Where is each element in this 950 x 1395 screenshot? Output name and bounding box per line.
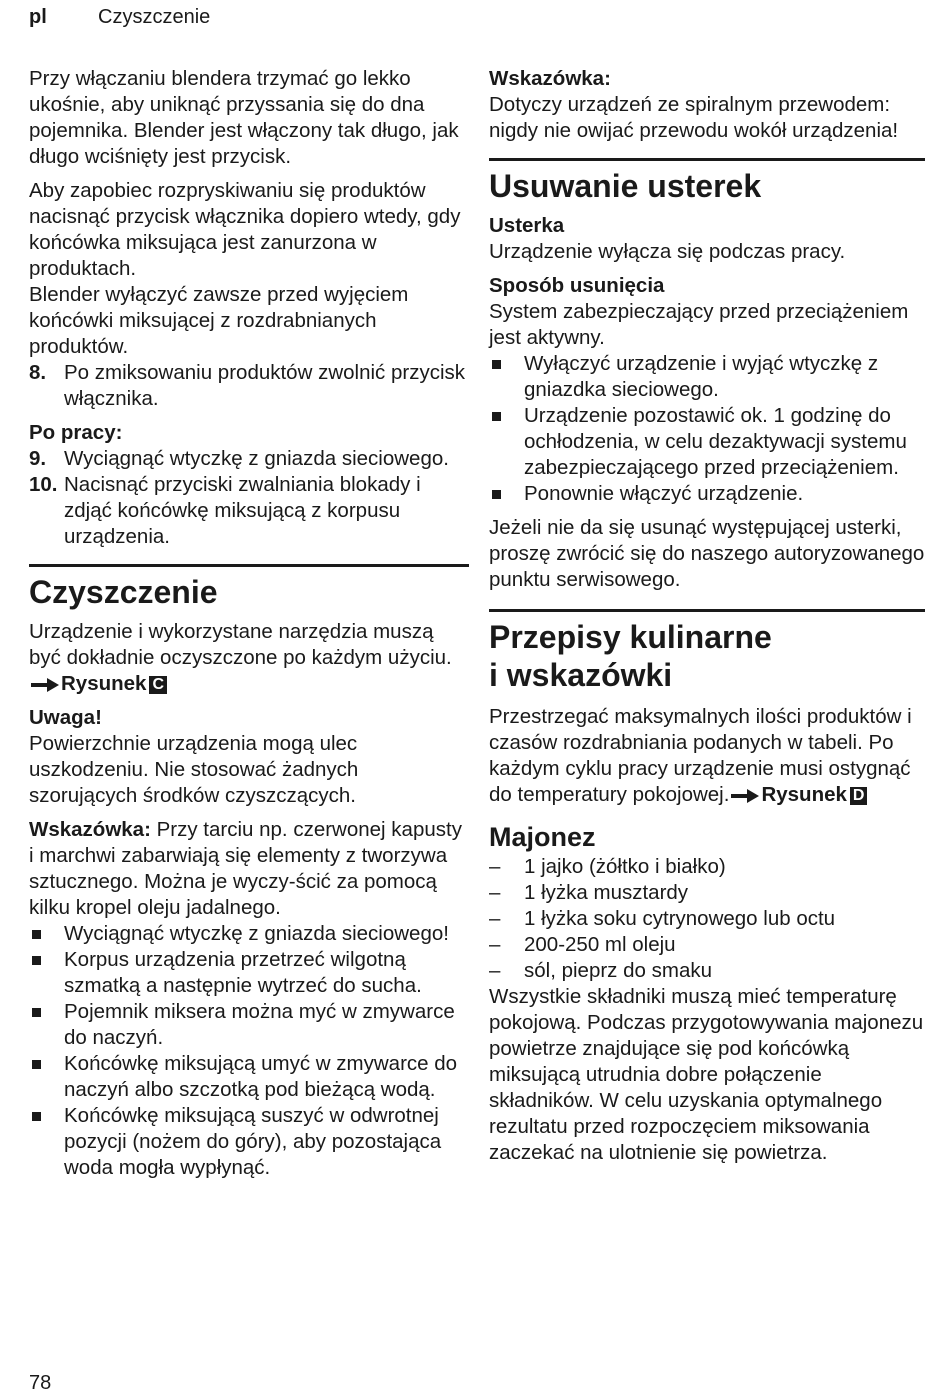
cleaning-intro	[29, 619, 469, 697]
cord-tip-text: Dotyczy urządzeń ze spiralnym przewodem: nigdy nie owijać przewodu wokół urządzenia!	[489, 93, 899, 142]
dash-marker: –	[489, 907, 501, 930]
step-number: 8.	[29, 361, 47, 384]
bullet-text: Końcówkę miksującą umyć w zmywarce do naczyń albo szczotką pod bieżącą wodą.	[64, 1052, 458, 1101]
ingredient-text: 1 jajko (żółtko i białko)	[524, 855, 726, 878]
paragraph-avoid-splash: Aby zapobiec rozpryskiwaniu się produktów nacisnąć przycisk włącznika dopiero wtedy, gdy końcówka miksująca jest zanurzona w produktach.	[29, 179, 461, 280]
mayonnaise-instructions: Wszystkie składniki muszą mieć temperaturę pokojową. Podczas przygotowywania majonezu powietrze znajdujące się pod końcówką miksującą utrudnia dobre połączenie składników. W celu uzyskania optymalnego rezultatu przed rozpoczęciem miksowania zaczekać na ulotnienie się powietrza.	[489, 985, 924, 1164]
step-text: Po zmiksowaniu produktów zwolnić przycisk włącznika.	[64, 361, 466, 410]
dash-marker: –	[489, 855, 501, 878]
step-text: Wyciągnąć wtyczkę z gniazda sieciowego.	[64, 447, 449, 470]
bullet-square-icon	[32, 930, 41, 939]
header-section-title: Czyszczenie	[98, 6, 211, 28]
page-number: 78	[29, 1372, 52, 1394]
cleaning-tip	[29, 817, 469, 921]
cleaning-heading: Czyszczenie	[29, 574, 218, 610]
arrow-right-icon	[731, 789, 759, 803]
figure-reference-label: Rysunek	[61, 672, 147, 695]
tip-label: Wskazówka:	[29, 818, 151, 841]
fault-label: Usterka	[489, 214, 565, 237]
section-divider	[489, 609, 925, 612]
cleaning-bullet	[29, 947, 469, 999]
bullet-text: Ponownie włączyć urządzenie.	[524, 482, 804, 505]
remedy-label: Sposób usunięcia	[489, 274, 665, 297]
dash-marker: –	[489, 881, 501, 904]
figure-letter-badge: D	[850, 787, 868, 805]
figure-letter-badge: C	[149, 676, 167, 694]
ingredient-item	[489, 880, 925, 906]
left-column	[29, 66, 469, 1181]
remedy-bullet	[489, 403, 925, 481]
ingredient-text: 1 łyżka soku cytrynowego lub octu	[524, 907, 836, 930]
bullet-text: Wyłączyć urządzenie i wyjąć wtyczkę z gniazdka sieciowego.	[524, 352, 879, 401]
bullet-text: Końcówkę miksującą suszyć w odwrotnej pozycji (nożem do góry), aby pozostająca woda mogła wypłynąć.	[64, 1104, 442, 1179]
bullet-square-icon	[32, 956, 41, 965]
tip-text: Przy tarciu np. czerwonej kapusty i marchwi zabarwiają się elementy z tworzywa sztucznego. Można je wyczy-ścić za pomocą kilku kropel oleju jadalnego.	[29, 818, 462, 919]
paragraph-switch-off: Blender wyłączyć zawsze przed wyjęciem końcówki miksującej z rozdrabnianych produktów.	[29, 283, 409, 358]
cleaning-intro-text: Urządzenie i wykorzystane narzędzia muszą być dokładnie oczyszczone po każdym użyciu.	[29, 620, 452, 669]
cleaning-bullet	[29, 921, 469, 947]
recipes-intro-text: Przestrzegać maksymalnych ilości produktów i czasów rozdrabniania podanych w tabeli. Po każdym cyklu pracy urządzenie musi ostygnąć do temperatury pokojowej.	[489, 705, 912, 806]
dash-marker: –	[489, 959, 501, 982]
ingredient-text: 200-250 ml oleju	[524, 933, 676, 956]
arrow-right-icon	[31, 678, 59, 692]
step-text: Nacisnąć przyciski zwalniania blokady i zdjąć końcówkę miksującą z korpusu urządzenia.	[64, 473, 421, 548]
bullet-square-icon	[492, 360, 501, 369]
step-number: 9.	[29, 447, 47, 470]
bullet-text: Pojemnik miksera można myć w zmywarce do naczyń.	[64, 1000, 455, 1049]
recipes-heading	[489, 618, 925, 694]
figure-reference-label: Rysunek	[761, 783, 847, 806]
recipes-heading-line2: i wskazówki	[489, 657, 673, 693]
remedy-bullet	[489, 481, 925, 507]
recipes-heading-line1: Przepisy kulinarne	[489, 619, 772, 655]
bullet-square-icon	[32, 1060, 41, 1069]
step-8	[29, 360, 469, 412]
cleaning-bullet	[29, 1051, 469, 1103]
right-column	[489, 66, 925, 1166]
cord-tip-label: Wskazówka:	[489, 67, 611, 90]
bullet-text: Korpus urządzenia przetrzeć wilgotną szmatką a następnie wytrzeć do sucha.	[64, 948, 422, 997]
after-use-heading: Po pracy:	[29, 421, 123, 444]
section-divider	[489, 158, 925, 161]
step-number: 10.	[29, 473, 58, 496]
ingredient-item	[489, 958, 925, 984]
bullet-square-icon	[32, 1112, 41, 1121]
ingredient-text: 1 łyżka musztardy	[524, 881, 689, 904]
paragraph-hold-blender: Przy włączaniu blendera trzymać go lekko ukośnie, aby uniknąć przyssania się do dna pojemnika. Blender jest włączony tak długo, jak długo wciśnięty jest przycisk.	[29, 67, 459, 168]
ingredient-item	[489, 854, 925, 880]
warning-text: Powierzchnie urządzenia mogą ulec uszkodzeniu. Nie stosować żadnych szorujących środków czyszczących.	[29, 732, 359, 807]
step-10	[29, 472, 469, 550]
remedy-text: System zabezpieczający przed przeciążeniem jest aktywny.	[489, 300, 909, 349]
mayonnaise-heading: Majonez	[489, 822, 596, 852]
warning-label: Uwaga!	[29, 706, 102, 729]
fault-text: Urządzenie wyłącza się podczas pracy.	[489, 240, 846, 263]
service-note: Jeżeli nie da się usunąć występującej usterki, proszę zwrócić się do naszego autoryzowanego punktu serwisowego.	[489, 516, 925, 591]
bullet-text: Wyciągnąć wtyczkę z gniazda sieciowego!	[64, 922, 449, 945]
language-code: pl	[29, 6, 47, 28]
dash-marker: –	[489, 933, 501, 956]
ingredient-item	[489, 932, 925, 958]
cleaning-bullet	[29, 999, 469, 1051]
bullet-text: Urządzenie pozostawić ok. 1 godzinę do ochłodzenia, w celu dezaktywacji systemu zabezpieczającego przed przeciążeniem.	[524, 404, 907, 479]
ingredient-item	[489, 906, 925, 932]
bullet-square-icon	[492, 490, 501, 499]
remedy-bullet	[489, 351, 925, 403]
ingredient-text: sól, pieprz do smaku	[524, 959, 713, 982]
section-divider	[29, 564, 469, 567]
page-header	[29, 6, 211, 32]
troubleshooting-heading: Usuwanie usterek	[489, 168, 762, 204]
bullet-square-icon	[32, 1008, 41, 1017]
cleaning-bullet	[29, 1103, 469, 1181]
step-9	[29, 446, 469, 472]
recipes-intro	[489, 704, 925, 808]
bullet-square-icon	[492, 412, 501, 421]
